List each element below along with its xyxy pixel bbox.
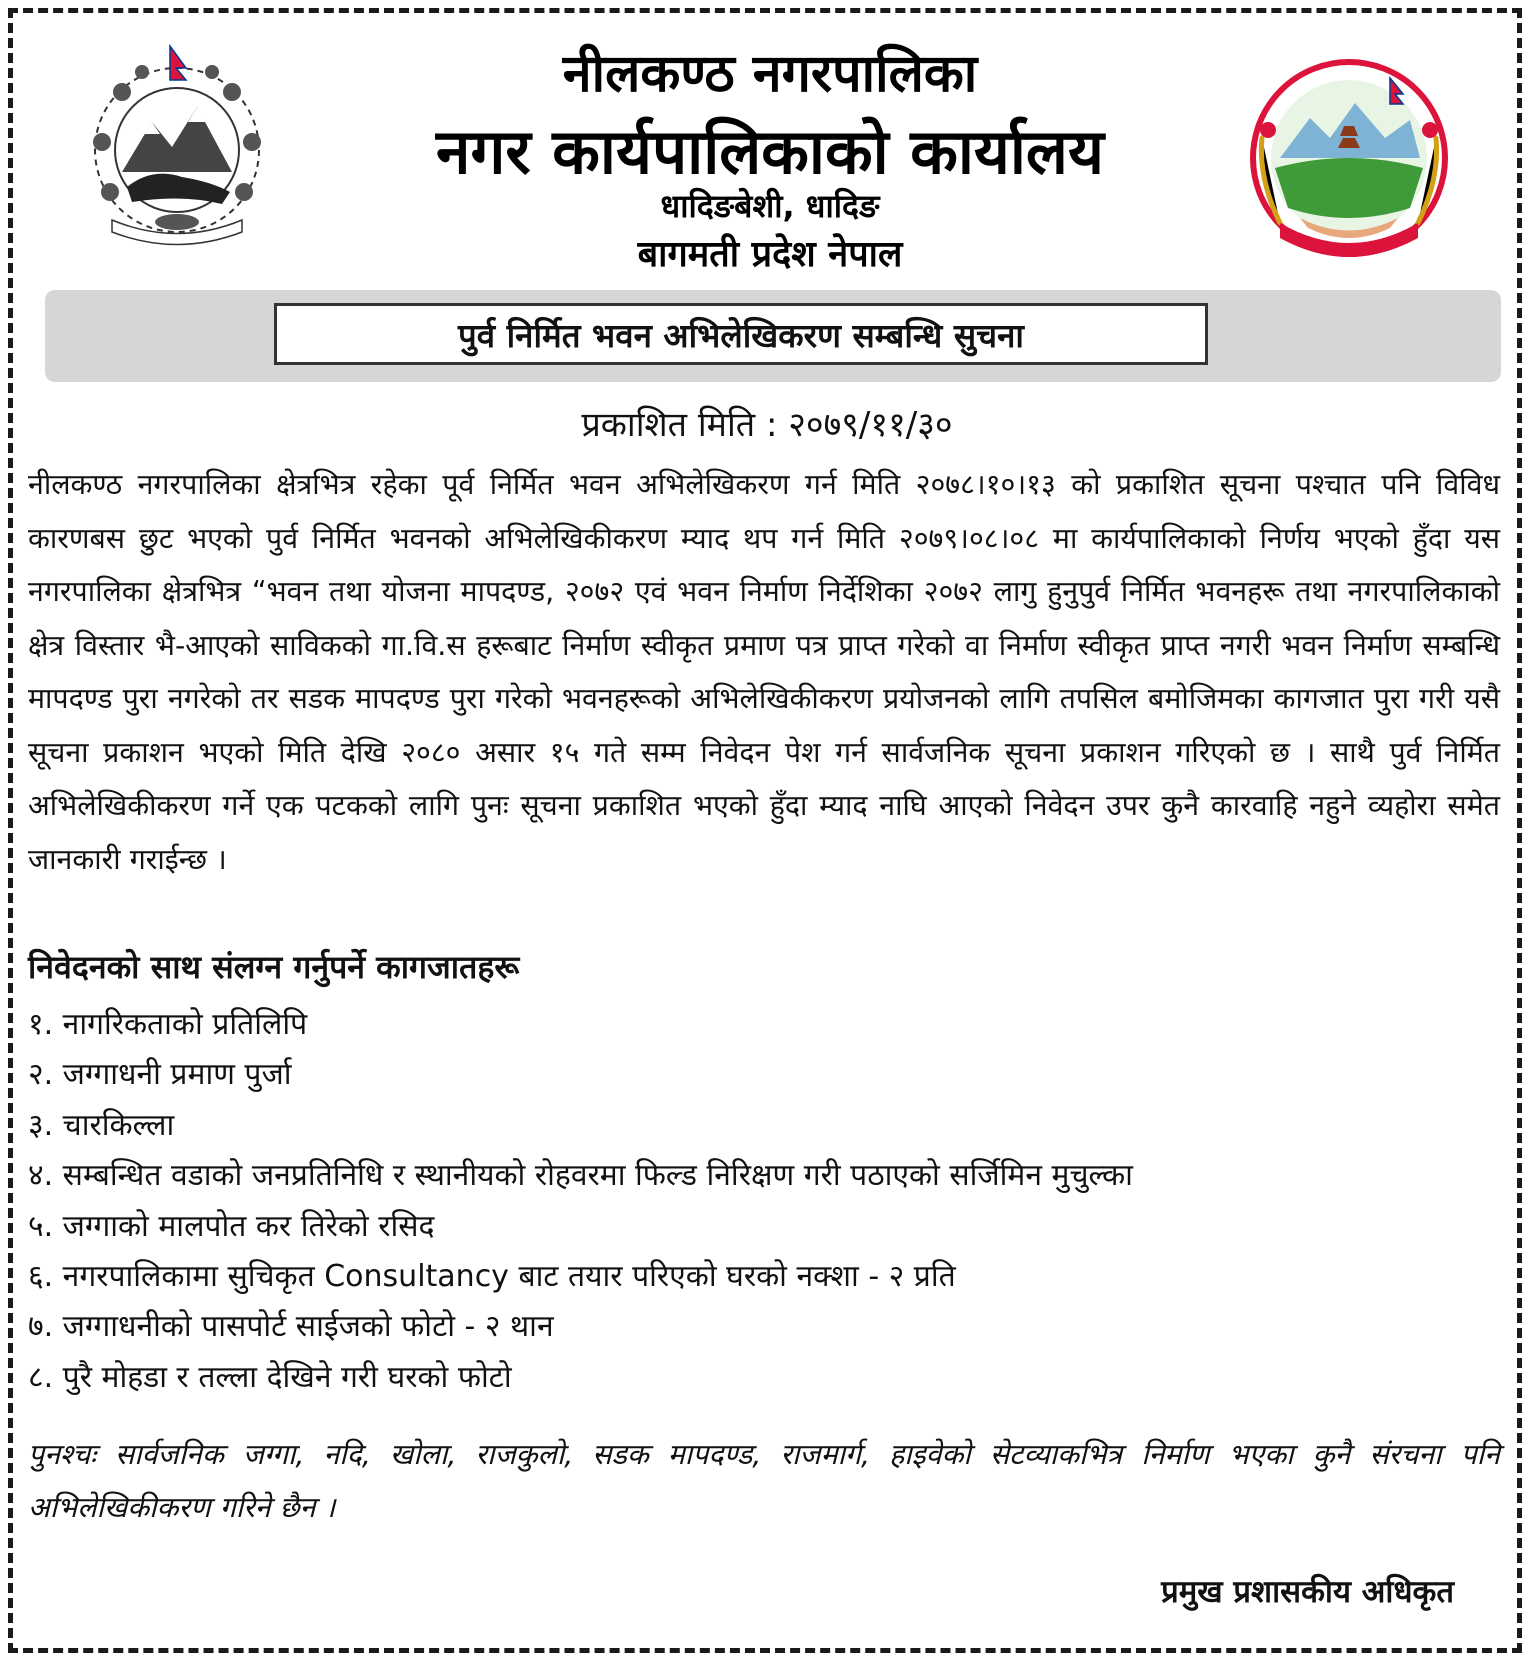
documents-list [28,1000,1133,1403]
notice-body: नीलकण्ठ नगरपालिका क्षेत्रभित्र रहेका पूर्व निर्मित भवन अभिलेखिकरण गर्न मिति २०७८।१०।१३ को प्रकाशित सूचना पश्चात पनि विविध कारणबस छुट भएको पुर्व निर्मित भवनको अभिलेखिकीकरण म्याद थप गर्न मिति २०७९।०८।०८ मा कार्यपालिकाको निर्णय भएको हुँदा यस नगरपालिका क्षेत्रभित्र “भवन तथा योजना मापदण्ड, २०७२ एवं भवन निर्माण निर्देशिका २०७२ लागु हुनुपुर्व निर्मित भवनहरू तथा नगरपालिकाको क्षेत्र विस्तार भै-आएको साविकको गा.वि.स हरूबाट निर्माण स्वीकृत प्रमाण पत्र प्राप्त गरेको वा निर्माण स्वीकृत प्राप्त नगरी भवन निर्माण सम्बन्धि मापदण्ड पुरा नगरेको तर सडक मापदण्ड पुरा गरेको भवनहरूको अभिलेखिकीकरण प्रयोजनको लागि तपसिल बमोजिमका कागजात पुरा गरी यसै सूचना प्रकाशन भएको मिति देखि २०८० असार १५ गते सम्म निवेदन पेश गर्न सार्वजनिक सूचना प्रकाशन गरिएको छ । साथै पुर्व निर्मित अभिलेखिकीकरण गर्ने एक पटकको लागि पुनः सूचना प्रकाशित भएको हुँदा म्याद नाघि आएको निवेदन उपर कुनै कारवाहि नहुने व्यहोरा समेत जानकारी गराईन्छ । [28,468,1500,876]
signatory: प्रमुख प्रशासकीय अधिकृत [1161,1574,1454,1610]
office-province: बागमती प्रदेश नेपाल [637,234,903,275]
documents-list-heading: निवेदनको साथ संलग्न गर्नुपर्ने कागजातहरू [28,948,520,986]
list-item: ४. सम्बन्धित वडाको जनप्रतिनिधि र स्थानीयको रोहवरमा फिल्ड निरिक्षण गरी पठाएको सर्जिमिन मुचुल्का [28,1158,1133,1194]
list-item: १. नागरिकताको प्रतिलिपि [28,1007,308,1042]
postscript: पुनश्चः सार्वजनिक जग्गा, नदि, खोला, राजकुलो, सडक मापदण्ड, राजमार्ग, हाइवेको सेटव्याकभित्र निर्माण भएका कुनै संरचना पनि अभिलेखिकीकरण गरिने छैन । [28,1438,1500,1524]
list-item: ८. पुरै मोहडा र तल्ला देखिने गरी घरको फोटो [28,1359,512,1395]
list-item: ६. नगरपालिकामा सुचिकृत Consultancy बाट तयार परिएको घरको नक्शा - २ प्रति [28,1258,956,1294]
list-item: ५. जग्गाको मालपोत कर तिरेको रसिद [28,1208,435,1244]
list-item: ७. जग्गाधनीको पासपोर्ट साईजको फोटो - २ थान [28,1309,554,1345]
office-address: धादिङबेशी, धादिङ [660,187,880,225]
municipality-name: नीलकण्ठ नगरपालिका [562,44,978,104]
notice-title: पुर्व निर्मित भवन अभिलेखिकरण सम्बन्धि सुचना [274,303,1208,365]
list-item: ३. चारकिल्ला [28,1107,175,1143]
nepal-government-emblem-icon [82,42,272,247]
published-date: प्रकाशित मिति : २०७९/११/३० [581,405,953,445]
office-name: नगर कार्यपालिकाको कार्यालय [436,115,1104,188]
list-item: २. जग्गाधनी प्रमाण पुर्जा [28,1057,292,1093]
nilkantha-municipality-logo-icon [1240,58,1458,258]
